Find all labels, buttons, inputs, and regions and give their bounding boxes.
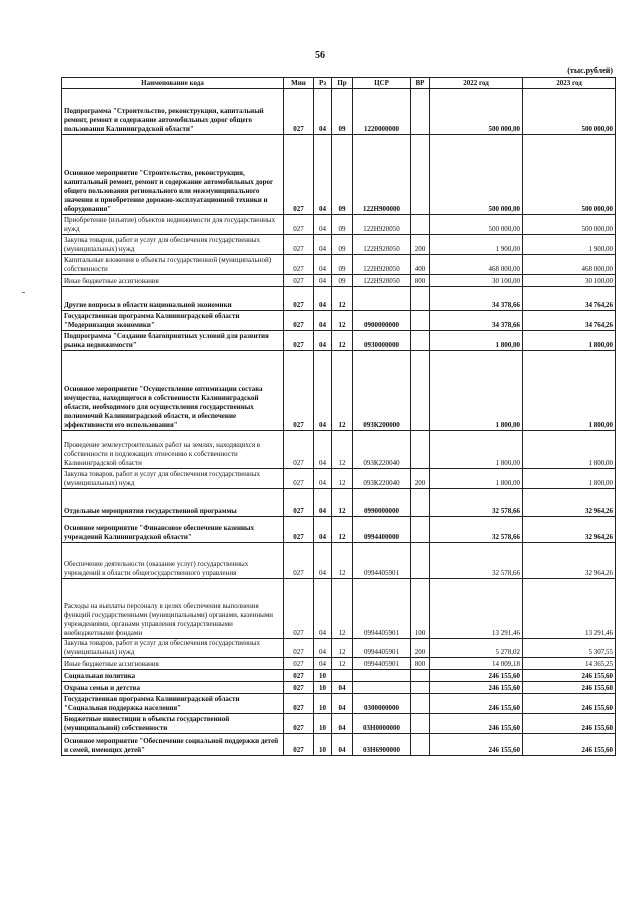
cell-csr: 0990000000 — [353, 489, 411, 517]
cell-pr: 09 — [332, 275, 353, 287]
cell-csr: 122Н920050 — [353, 255, 411, 275]
cell-y2022: 500 000,00 — [430, 89, 523, 135]
cell-vr — [411, 714, 430, 734]
cell-pr: 09 — [332, 135, 353, 215]
cell-rz: 04 — [314, 255, 332, 275]
table-row — [62, 714, 616, 734]
cell-y2023: 500 000,00 — [523, 135, 616, 215]
table-row — [62, 311, 616, 331]
cell-name: Другие вопросы в области национальной экономики — [62, 287, 284, 311]
cell-rz: 04 — [314, 543, 332, 579]
table-row — [62, 135, 616, 215]
cell-min: 027 — [284, 579, 314, 639]
cell-min: 027 — [284, 89, 314, 135]
cell-min: 027 — [284, 714, 314, 734]
cell-pr: 12 — [332, 579, 353, 639]
cell-vr: 400 — [411, 255, 430, 275]
cell-csr: 03Н6900000 — [353, 734, 411, 756]
cell-csr: 093К200000 — [353, 351, 411, 431]
table-row — [62, 670, 616, 682]
cell-csr: 0300000000 — [353, 694, 411, 714]
cell-min: 027 — [284, 670, 314, 682]
cell-min: 027 — [284, 275, 314, 287]
cell-y2023: 246 155,60 — [523, 694, 616, 714]
cell-pr: 04 — [332, 694, 353, 714]
cell-rz: 04 — [314, 431, 332, 469]
cell-rz: 04 — [314, 287, 332, 311]
cell-csr — [353, 287, 411, 311]
cell-y2023: 500 000,00 — [523, 215, 616, 235]
cell-y2022: 500 000,00 — [430, 135, 523, 215]
cell-pr: 12 — [332, 489, 353, 517]
cell-y2022: 468 000,00 — [430, 255, 523, 275]
cell-y2022: 13 291,46 — [430, 579, 523, 639]
cell-rz: 04 — [314, 135, 332, 215]
cell-y2022: 246 155,60 — [430, 714, 523, 734]
cell-vr — [411, 331, 430, 351]
table-row — [62, 734, 616, 756]
cell-min: 027 — [284, 682, 314, 694]
cell-y2022: 1 900,00 — [430, 235, 523, 255]
cell-name: Отдельные мероприятия государственной программы — [62, 489, 284, 517]
cell-csr: 0994405901 — [353, 579, 411, 639]
cell-name: Основное мероприятие "Обеспечение социальной поддержки детей и семей, имеющих детей" — [62, 734, 284, 756]
cell-min: 027 — [284, 351, 314, 431]
cell-rz: 04 — [314, 489, 332, 517]
cell-y2022: 34 378,66 — [430, 287, 523, 311]
cell-y2022: 1 800,00 — [430, 331, 523, 351]
header-2023: 2023 год — [523, 78, 616, 89]
cell-csr: 0994405901 — [353, 639, 411, 658]
cell-pr: 09 — [332, 235, 353, 255]
cell-rz: 04 — [314, 469, 332, 489]
table-row — [62, 694, 616, 714]
cell-pr: 12 — [332, 639, 353, 658]
cell-pr: 12 — [332, 517, 353, 543]
cell-y2023: 1 800,00 — [523, 431, 616, 469]
cell-vr — [411, 543, 430, 579]
cell-name: Основное мероприятие "Осуществление оптимизации состава имущества, находящегося в собственности Калининградской области, необходимого для осуществления государственных полномочий Калининградской области, и обеспечение эффективности его использования" — [62, 351, 284, 431]
cell-y2022: 246 155,60 — [430, 670, 523, 682]
cell-csr: 1220000000 — [353, 89, 411, 135]
cell-y2022: 246 155,60 — [430, 734, 523, 756]
cell-y2022: 32 578,66 — [430, 543, 523, 579]
cell-pr: 12 — [332, 331, 353, 351]
cell-pr — [332, 670, 353, 682]
cell-csr: 093К220040 — [353, 431, 411, 469]
cell-vr — [411, 135, 430, 215]
cell-pr: 12 — [332, 469, 353, 489]
cell-y2022: 30 100,00 — [430, 275, 523, 287]
cell-rz: 04 — [314, 658, 332, 670]
header-min: Мин — [284, 78, 314, 89]
cell-y2023: 34 764,26 — [523, 287, 616, 311]
table-row — [62, 89, 616, 135]
cell-rz: 10 — [314, 734, 332, 756]
cell-pr: 12 — [332, 351, 353, 431]
table-row — [62, 517, 616, 543]
cell-min: 027 — [284, 215, 314, 235]
cell-rz: 04 — [314, 215, 332, 235]
cell-y2023: 246 155,60 — [523, 734, 616, 756]
cell-vr — [411, 694, 430, 714]
cell-name: Бюджетные инвестиции в объекты государственной (муниципальной) собственности — [62, 714, 284, 734]
cell-pr: 12 — [332, 543, 353, 579]
cell-pr: 04 — [332, 734, 353, 756]
table-row — [62, 639, 616, 658]
cell-name: Государственная программа Калининградской области "Социальная поддержка населения" — [62, 694, 284, 714]
cell-rz: 10 — [314, 714, 332, 734]
cell-y2023: 32 964,26 — [523, 489, 616, 517]
cell-name: Закупка товаров, работ и услуг для обеспечения государственных (муниципальных) нужд — [62, 639, 284, 658]
cell-rz: 04 — [314, 331, 332, 351]
cell-name: Основное мероприятие "Финансовое обеспечение казенных учреждений Калининградской области" — [62, 517, 284, 543]
cell-min: 027 — [284, 331, 314, 351]
table-row — [62, 682, 616, 694]
cell-y2022: 1 800,00 — [430, 431, 523, 469]
cell-vr: 800 — [411, 275, 430, 287]
cell-vr: 200 — [411, 235, 430, 255]
cell-min: 027 — [284, 235, 314, 255]
cell-vr — [411, 311, 430, 331]
cell-y2023: 13 291,46 — [523, 579, 616, 639]
cell-csr: 093К220040 — [353, 469, 411, 489]
cell-rz: 10 — [314, 670, 332, 682]
cell-min: 027 — [284, 135, 314, 215]
cell-rz: 04 — [314, 517, 332, 543]
cell-y2022: 5 278,02 — [430, 639, 523, 658]
cell-csr: 0994405901 — [353, 543, 411, 579]
scan-mark — [22, 292, 25, 293]
table-row — [62, 543, 616, 579]
cell-name: Приобретение (изъятие) объектов недвижимости для государственных нужд — [62, 215, 284, 235]
cell-csr — [353, 670, 411, 682]
cell-y2023: 1 800,00 — [523, 351, 616, 431]
cell-csr: 0994405901 — [353, 658, 411, 670]
cell-vr — [411, 517, 430, 543]
table-row — [62, 287, 616, 311]
cell-name: Охрана семьи и детства — [62, 682, 284, 694]
cell-vr: 100 — [411, 579, 430, 639]
cell-name: Капитальные вложения в объекты государственной (муниципальной) собственности — [62, 255, 284, 275]
cell-name: Основное мероприятие "Строительство, реконструкция, капитальный ремонт, ремонт и содержание автомобильных дорог общего пользования регионального или межмуниципального значения и приобретение дорожно-эксплуатационной техники и оборудования" — [62, 135, 284, 215]
cell-name: Закупка товаров, работ и услуг для обеспечения государственных (муниципальных) нужд — [62, 469, 284, 489]
cell-rz: 04 — [314, 311, 332, 331]
table-row — [62, 215, 616, 235]
cell-min: 027 — [284, 431, 314, 469]
cell-csr: 0900000000 — [353, 311, 411, 331]
cell-rz: 04 — [314, 579, 332, 639]
header-2022: 2022 год — [430, 78, 523, 89]
table-row — [62, 431, 616, 469]
cell-y2023: 500 000,00 — [523, 89, 616, 135]
budget-table — [61, 77, 616, 756]
cell-vr: 800 — [411, 658, 430, 670]
cell-y2023: 1 800,00 — [523, 331, 616, 351]
cell-rz: 04 — [314, 275, 332, 287]
table-row — [62, 579, 616, 639]
cell-pr: 04 — [332, 714, 353, 734]
cell-name: Подпрограмма "Создание благоприятных условий для развития рынка недвижимости" — [62, 331, 284, 351]
cell-min: 027 — [284, 734, 314, 756]
cell-y2022: 1 800,00 — [430, 469, 523, 489]
cell-min: 027 — [284, 517, 314, 543]
cell-vr: 200 — [411, 639, 430, 658]
table-row — [62, 331, 616, 351]
cell-vr — [411, 431, 430, 469]
cell-y2023: 5 307,55 — [523, 639, 616, 658]
cell-csr: 0994400000 — [353, 517, 411, 543]
cell-name: Иные бюджетные ассигнования — [62, 658, 284, 670]
cell-vr — [411, 89, 430, 135]
cell-y2022: 1 800,00 — [430, 351, 523, 431]
cell-vr — [411, 670, 430, 682]
cell-csr: 122Н900000 — [353, 135, 411, 215]
cell-name: Проведение землеустроительных работ на землях, находящихся в собственности и подлежащих отнесению к собственности Калининградской области — [62, 431, 284, 469]
table-row — [62, 255, 616, 275]
cell-vr — [411, 682, 430, 694]
cell-min: 027 — [284, 543, 314, 579]
cell-y2022: 246 155,60 — [430, 694, 523, 714]
cell-min: 027 — [284, 311, 314, 331]
cell-y2023: 32 964,26 — [523, 543, 616, 579]
cell-pr: 09 — [332, 215, 353, 235]
cell-y2023: 34 764,26 — [523, 311, 616, 331]
cell-name: Иные бюджетные ассигнования — [62, 275, 284, 287]
cell-min: 027 — [284, 489, 314, 517]
cell-csr — [353, 682, 411, 694]
cell-y2023: 1 800,00 — [523, 469, 616, 489]
page-number: 56 — [315, 50, 325, 61]
table-row — [62, 275, 616, 287]
cell-pr: 09 — [332, 255, 353, 275]
cell-min: 027 — [284, 469, 314, 489]
header-vr: ВР — [411, 78, 430, 89]
header-pr: Пр — [332, 78, 353, 89]
cell-vr — [411, 351, 430, 431]
cell-y2022: 246 155,60 — [430, 682, 523, 694]
cell-pr: 12 — [332, 431, 353, 469]
table-row — [62, 469, 616, 489]
cell-y2023: 246 155,60 — [523, 682, 616, 694]
table-row — [62, 235, 616, 255]
cell-pr: 12 — [332, 287, 353, 311]
cell-rz: 04 — [314, 89, 332, 135]
cell-y2023: 246 155,60 — [523, 670, 616, 682]
cell-pr: 12 — [332, 658, 353, 670]
units-label: (тыс.рублей) — [567, 66, 613, 75]
cell-pr: 04 — [332, 682, 353, 694]
cell-name: Государственная программа Калининградской области "Модернизация экономики" — [62, 311, 284, 331]
header-rz: Рз — [314, 78, 332, 89]
table-row — [62, 351, 616, 431]
table-header-row — [62, 78, 616, 89]
table-row — [62, 489, 616, 517]
cell-vr — [411, 734, 430, 756]
cell-vr — [411, 287, 430, 311]
table-row — [62, 658, 616, 670]
cell-y2023: 246 155,60 — [523, 714, 616, 734]
cell-rz: 04 — [314, 235, 332, 255]
cell-pr: 12 — [332, 311, 353, 331]
cell-min: 027 — [284, 658, 314, 670]
cell-rz: 04 — [314, 639, 332, 658]
cell-min: 027 — [284, 694, 314, 714]
cell-csr: 122Н920050 — [353, 235, 411, 255]
header-csr: ЦСР — [353, 78, 411, 89]
cell-name: Социальная политика — [62, 670, 284, 682]
cell-min: 027 — [284, 255, 314, 275]
cell-vr: 200 — [411, 469, 430, 489]
cell-rz: 04 — [314, 351, 332, 431]
cell-vr — [411, 489, 430, 517]
cell-y2022: 14 009,18 — [430, 658, 523, 670]
cell-y2023: 1 900,00 — [523, 235, 616, 255]
cell-csr: 122Н920050 — [353, 215, 411, 235]
cell-vr — [411, 215, 430, 235]
cell-y2022: 34 378,66 — [430, 311, 523, 331]
cell-min: 027 — [284, 287, 314, 311]
cell-name: Закупка товаров, работ и услуг для обеспечения государственных (муниципальных) нужд — [62, 235, 284, 255]
cell-y2022: 32 578,66 — [430, 489, 523, 517]
cell-y2022: 32 578,66 — [430, 517, 523, 543]
cell-y2022: 500 000,00 — [430, 215, 523, 235]
cell-name: Расходы на выплаты персоналу в целях обеспечения выполнения функций государственными (муниципальными) органами, казенными учреждениями, органами управления государственными внебюджетными фондами — [62, 579, 284, 639]
cell-csr: 122Н920050 — [353, 275, 411, 287]
cell-min: 027 — [284, 639, 314, 658]
cell-rz: 10 — [314, 682, 332, 694]
header-name: Наименование кода — [62, 78, 284, 89]
cell-name: Подпрограмма "Строительство, реконструкция, капитальный ремонт, ремонт и содержание автомобильных дорог общего пользования Калининградской области" — [62, 89, 284, 135]
cell-y2023: 32 964,26 — [523, 517, 616, 543]
cell-csr: 0930000000 — [353, 331, 411, 351]
cell-rz: 10 — [314, 694, 332, 714]
cell-csr: 03Н0000000 — [353, 714, 411, 734]
cell-y2023: 468 000,00 — [523, 255, 616, 275]
cell-pr: 09 — [332, 89, 353, 135]
cell-y2023: 30 100,00 — [523, 275, 616, 287]
cell-name: Обеспечение деятельности (оказание услуг) государственных учреждений в области общегосударственного управления — [62, 543, 284, 579]
cell-y2023: 14 365,25 — [523, 658, 616, 670]
